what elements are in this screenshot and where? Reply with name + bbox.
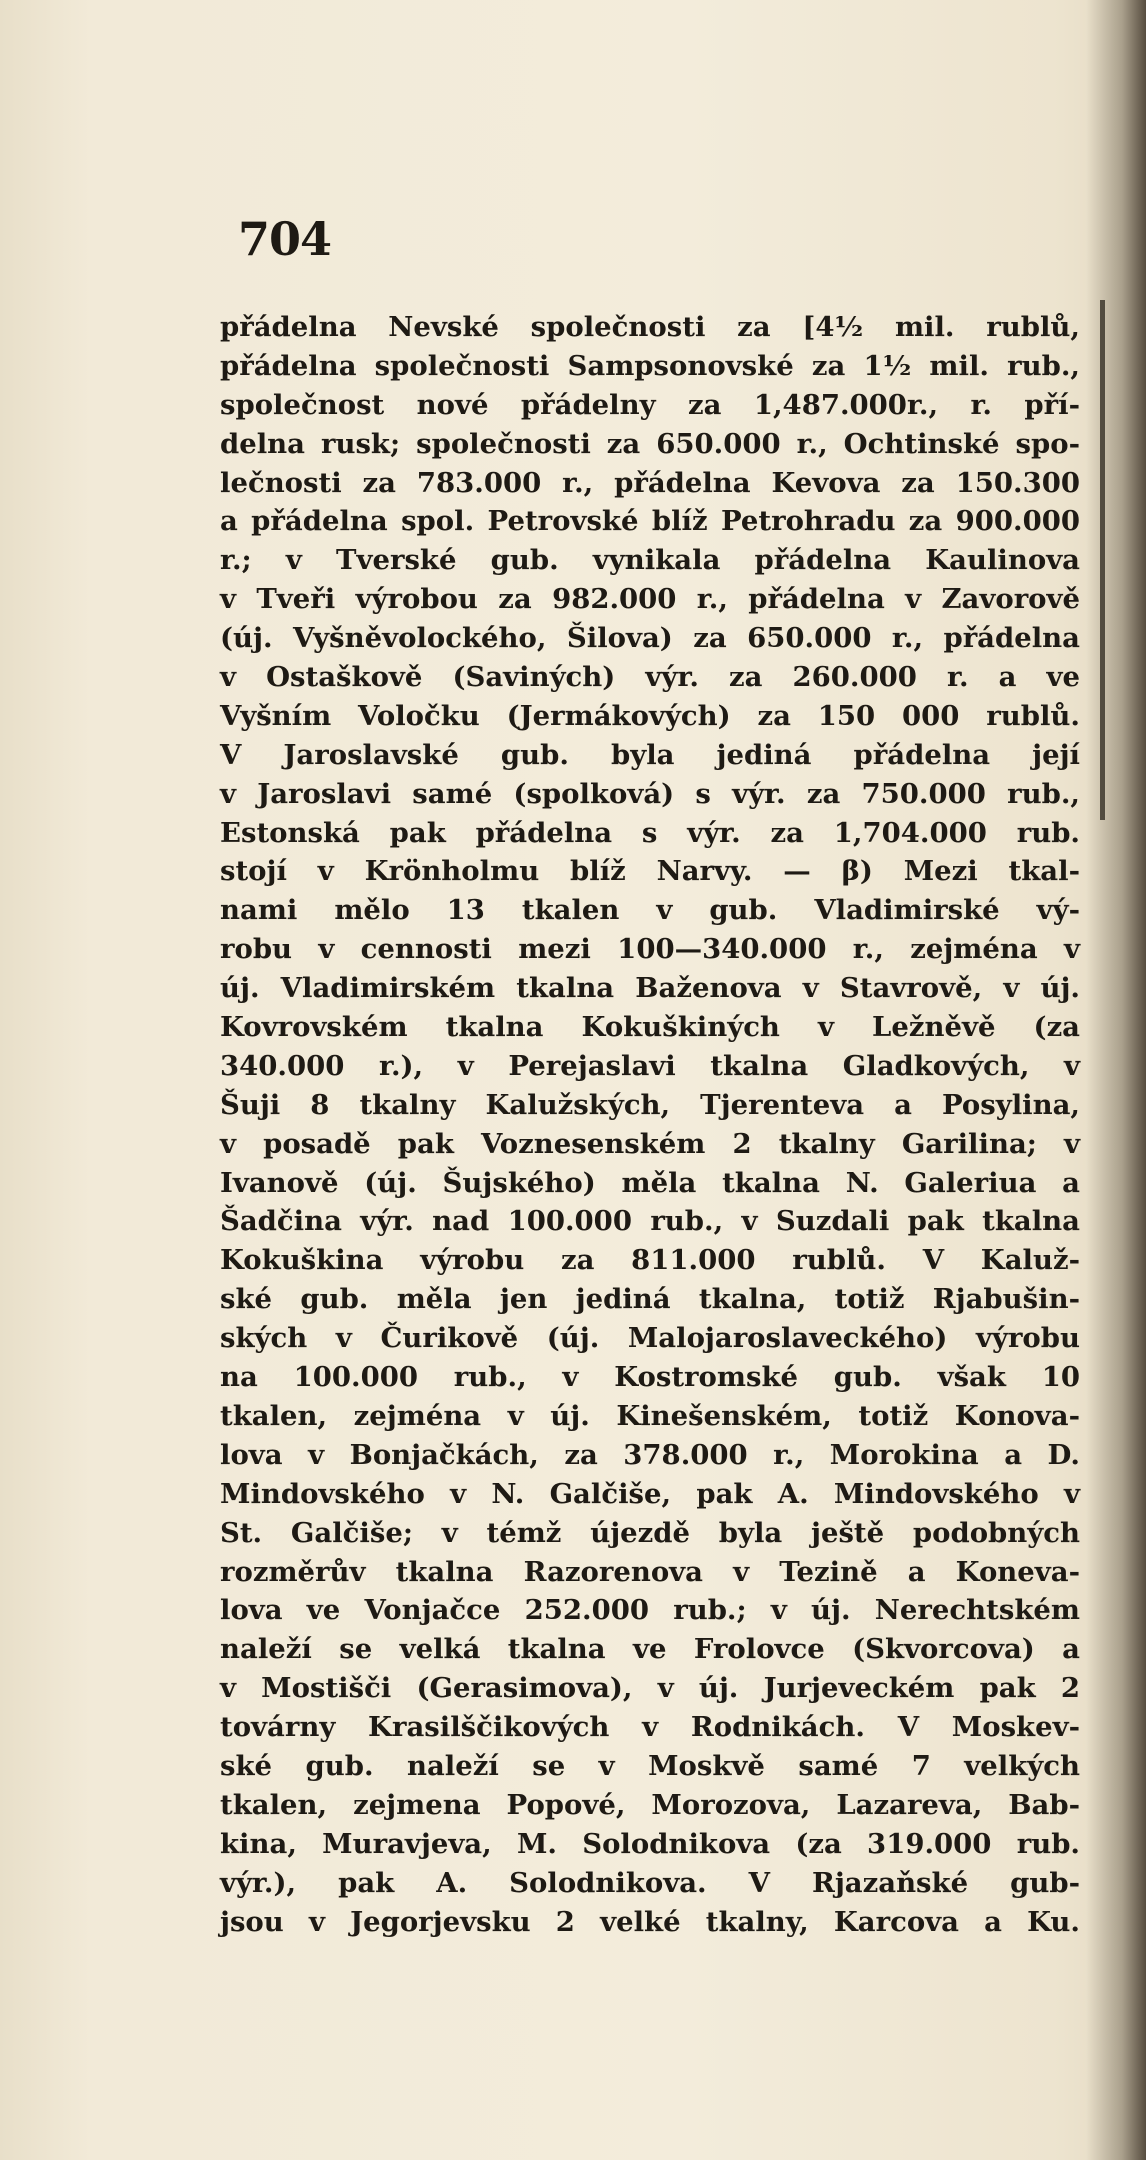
text-line-33: rozměrův tkalna Razorenova v Tezině a Koneva- [220, 1555, 1080, 1588]
text-body [220, 308, 1080, 1941]
text-line-16: nami mělo 13 tkalen v gub. Vladimirské vý- [220, 894, 1080, 927]
spine-shadow [1086, 0, 1146, 2160]
text-line-7: r.; v Tverské gub. vynikala přádelna Kaulinova [220, 544, 1080, 577]
text-line-38: ské gub. naleží se v Moskvě samé 7 velkých [220, 1749, 1080, 1782]
text-line-15: stojí v Krönholmu blíž Narvy. — β) Mezi tkal- [220, 855, 1080, 888]
text-line-5: lečnosti za 783.000 r., přádelna Kevova za 150.300 [220, 466, 1080, 499]
text-line-1: přádelna Nevské společnosti za [4½ mil. rublů, [220, 311, 1080, 343]
text-line-26: ské gub. měla jen jediná tkalna, totiž Rjabušin- [220, 1283, 1080, 1316]
text-line-6: a přádelna spol. Petrovské blíž Petrohradu za 900.000 [220, 505, 1080, 538]
text-line-39: tkalen, zejmena Popové, Morozova, Lazareva, Bab- [220, 1788, 1080, 1821]
text-line-41: výr.), pak A. Solodnikova. V Rjazaňské gub- [220, 1866, 1080, 1899]
text-line-42: jsou v Jegorjevsku 2 velké tkalny, Karcova a Ku. [220, 1905, 1080, 1938]
text-line-37: továrny Krasilščikových v Rodnikách. V Moskev- [220, 1711, 1080, 1744]
text-line-10: v Ostaškově (Saviných) výr. za 260.000 r. a ve [220, 661, 1080, 694]
text-line-18: új. Vladimirském tkalna Baženova v Stavrově, v új. [220, 972, 1080, 1005]
text-line-40: kina, Muravjeva, M. Solodnikova (za 319.000 rub. [220, 1827, 1080, 1860]
text-line-25: Kokuškina výrobu za 811.000 rublů. V Kaluž- [220, 1244, 1080, 1277]
text-line-32: St. Galčiše; v témž újezdě byla ještě podobných [220, 1516, 1080, 1549]
text-line-2: přádelna společnosti Sampsonovské za 1½ mil. rub., [220, 349, 1080, 382]
text-line-28: na 100.000 rub., v Kostromské gub. však 10 [220, 1361, 1080, 1394]
text-line-29: tkalen, zejména v új. Kinešenském, totiž Konova- [220, 1399, 1080, 1432]
text-line-34: lova ve Vonjačce 252.000 rub.; v új. Nerechtském [220, 1594, 1080, 1627]
text-line-20: 340.000 r.), v Perejaslavi tkalna Gladkových, v [220, 1049, 1080, 1082]
text-line-17: robu v cennosti mezi 100—340.000 r., zejména v [220, 933, 1080, 966]
text-line-24: Šadčina výr. nad 100.000 rub., v Suzdali pak tkalna [220, 1205, 1080, 1238]
text-line-30: lova v Bonjačkách, za 378.000 r., Morokina a D. [220, 1438, 1080, 1471]
text-line-19: Kovrovském tkalna Kokuškiných v Ležněvě (za [220, 1011, 1080, 1044]
text-line-21: Šuji 8 tkalny Kalužských, Tjerenteva a Posylina, [220, 1088, 1080, 1121]
text-line-13: v Jaroslavi samé (spolková) s výr. za 750.000 rub., [220, 777, 1080, 810]
text-line-22: v posadě pak Voznesenském 2 tkalny Garilina; v [220, 1127, 1080, 1160]
text-line-3: společnost nové přádelny za 1,487.000r., r. pří- [220, 388, 1080, 421]
page-number: 704 [238, 212, 332, 266]
text-line-31: Mindovského v N. Galčiše, pak A. Mindovského v [220, 1477, 1080, 1510]
text-line-27: ských v Čurikově (új. Malojaroslaveckého) výrobu [220, 1322, 1080, 1355]
text-line-14: Estonská pak přádelna s výr. za 1,704.000 rub. [220, 816, 1080, 849]
text-line-8: v Tveři výrobou za 982.000 r., přádelna v Zavorově [220, 583, 1080, 616]
text-line-9: (új. Vyšněvolockého, Šilova) za 650.000 r., přádelna [220, 622, 1080, 655]
margin-rule [1100, 300, 1105, 820]
text-line-11: Vyšním Voločku (Jermákových) za 150 000 rublů. [220, 699, 1080, 732]
text-line-12: V Jaroslavské gub. byla jediná přádelna její [220, 738, 1080, 771]
text-line-23: Ivanově (új. Šujského) měla tkalna N. Galeriua a [220, 1166, 1080, 1199]
text-line-4: delna rusk; společnosti za 650.000 r., Ochtinské spo- [220, 427, 1080, 460]
text-line-36: v Mostišči (Gerasimova), v új. Jurjeveckém pak 2 [220, 1672, 1080, 1705]
text-line-35: naleží se velká tkalna ve Frolovce (Skvorcova) a [220, 1633, 1080, 1666]
